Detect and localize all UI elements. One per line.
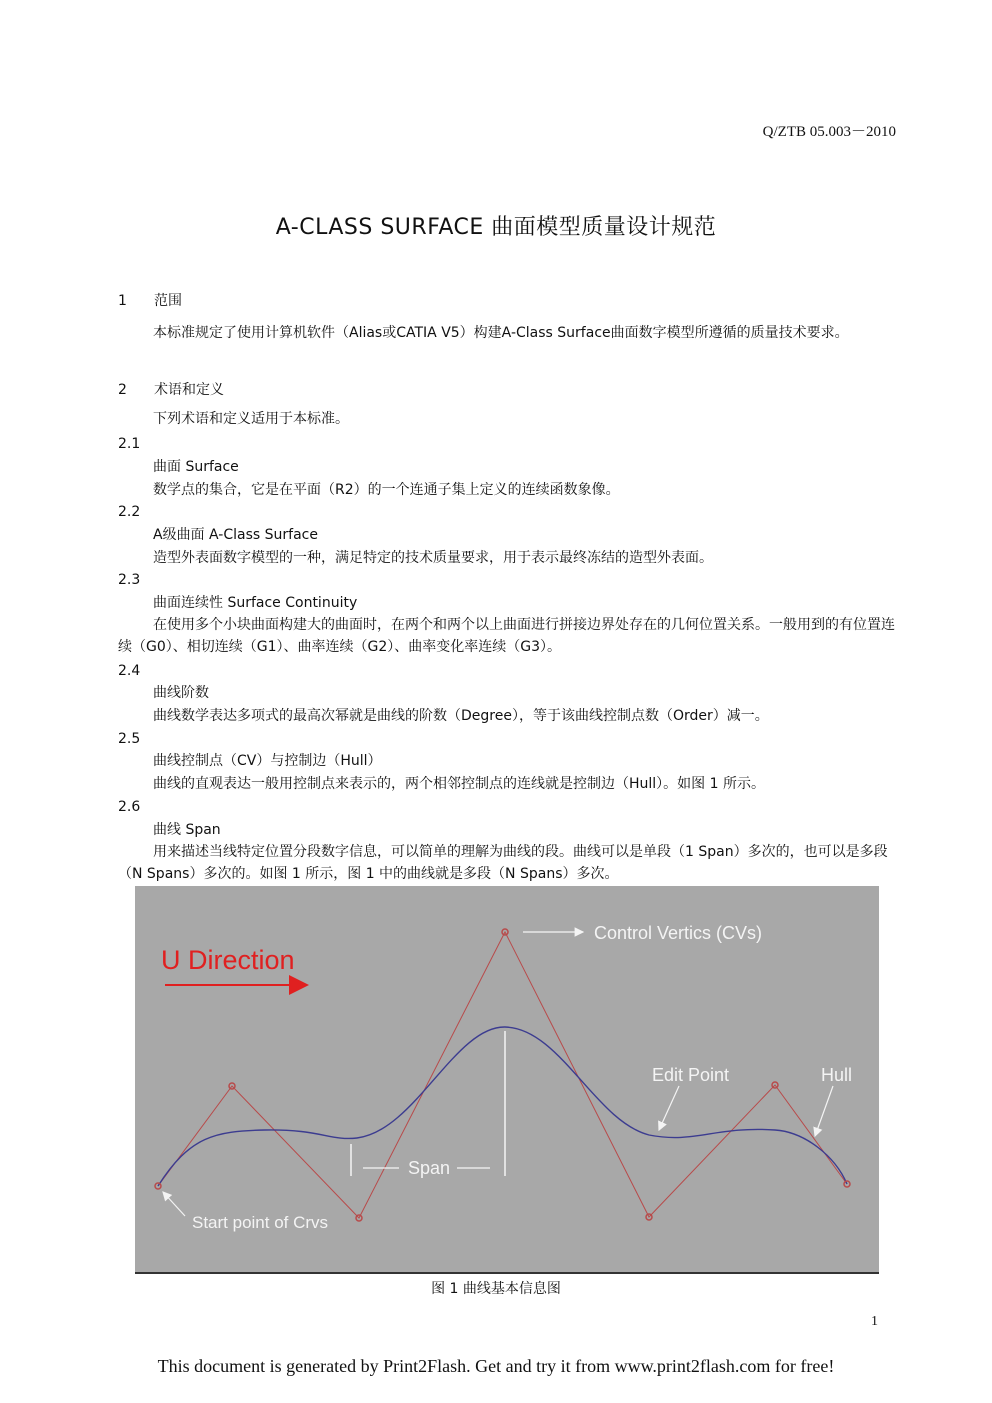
term-number: 2.5 (118, 731, 141, 747)
term-number: 2.6 (118, 799, 141, 815)
section-2-heading (118, 379, 224, 399)
section-1-heading (118, 290, 182, 310)
hull-label: Hull (821, 1065, 853, 1085)
term-definition: 在使用多个小块曲面构建大的曲面时，在两个和两个以上曲面进行拼接边界处存在的几何位置关系。一般用到的有位置连续（G0）、相切连续（G1）、曲率连续（G2）、曲率变化率连续（G3）。 (118, 617, 895, 655)
section-2-intro: 下列术语和定义适用于本标准。 (153, 411, 349, 427)
curve-info-figure (135, 886, 879, 1274)
start-point-label: Start point of Crvs (192, 1213, 329, 1232)
edit-point-label: Edit Point (652, 1065, 730, 1085)
term-name: 曲线阶数 (153, 685, 209, 701)
term-definition: 曲线数学表达多项式的最高次幂就是曲线的阶数（Degree），等于该曲线控制点数（Order）减一。 (153, 708, 769, 724)
term-name: 曲线 Span (153, 822, 221, 838)
term-definition: 曲线的直观表达一般用控制点来表示的，两个相邻控制点的连线就是控制边（Hull）。如图 1 所示。 (153, 776, 765, 792)
term-number: 2.1 (118, 436, 141, 452)
term-name: 曲线控制点（CV）与控制边（Hull） (153, 753, 382, 769)
figure-caption: 图 1 曲线基本信息图 (431, 1281, 561, 1297)
document-code: Q/ZTB 05.003－2010 (762, 124, 896, 140)
term-name: A级曲面 A-Class Surface (153, 527, 318, 543)
term-name: 曲面连续性 Surface Continuity (153, 595, 358, 611)
page-title: A-CLASS SURFACE 曲面模型质量设计规范 (275, 215, 717, 240)
section-title: 范围 (154, 293, 182, 309)
u-direction-label: U Direction (161, 945, 295, 975)
section-number: 2 (118, 382, 127, 398)
term-number: 2.3 (118, 572, 141, 588)
span-label: Span (408, 1158, 451, 1178)
term-definition: 数学点的集合，它是在平面（R2）的一个连通子集上定义的连续函数象像。 (153, 482, 620, 498)
term-number: 2.4 (118, 663, 141, 679)
term-name: 曲面 Surface (153, 459, 239, 475)
term-number: 2.2 (118, 504, 141, 520)
page-number: 1 (871, 1314, 878, 1329)
control-vertics-label: Control Vertics (CVs) (594, 923, 763, 943)
section-title: 术语和定义 (154, 382, 224, 398)
section-number: 1 (118, 293, 127, 309)
term-definition: 造型外表面数字模型的一种，满足特定的技术质量要求，用于表示最终冻结的造型外表面。 (153, 550, 713, 566)
footer-note: This document is generated by Print2Flash. Get and try it from www.print2flash.com for free! (157, 1356, 835, 1376)
section-1-paragraph: 本标准规定了使用计算机软件（Alias或CATIA V5）构建A-Class Surface曲面数字模型所遵循的质量技术要求。 (153, 325, 849, 341)
term-definition: 用来描述当线特定位置分段数字信息，可以简单的理解为曲线的段。曲线可以是单段（1 Span）多次的，也可以是多段（N Spans）多次的。如图 1 所示，图 1 中的曲线就是多段（N Spans）多次。 (118, 844, 888, 882)
